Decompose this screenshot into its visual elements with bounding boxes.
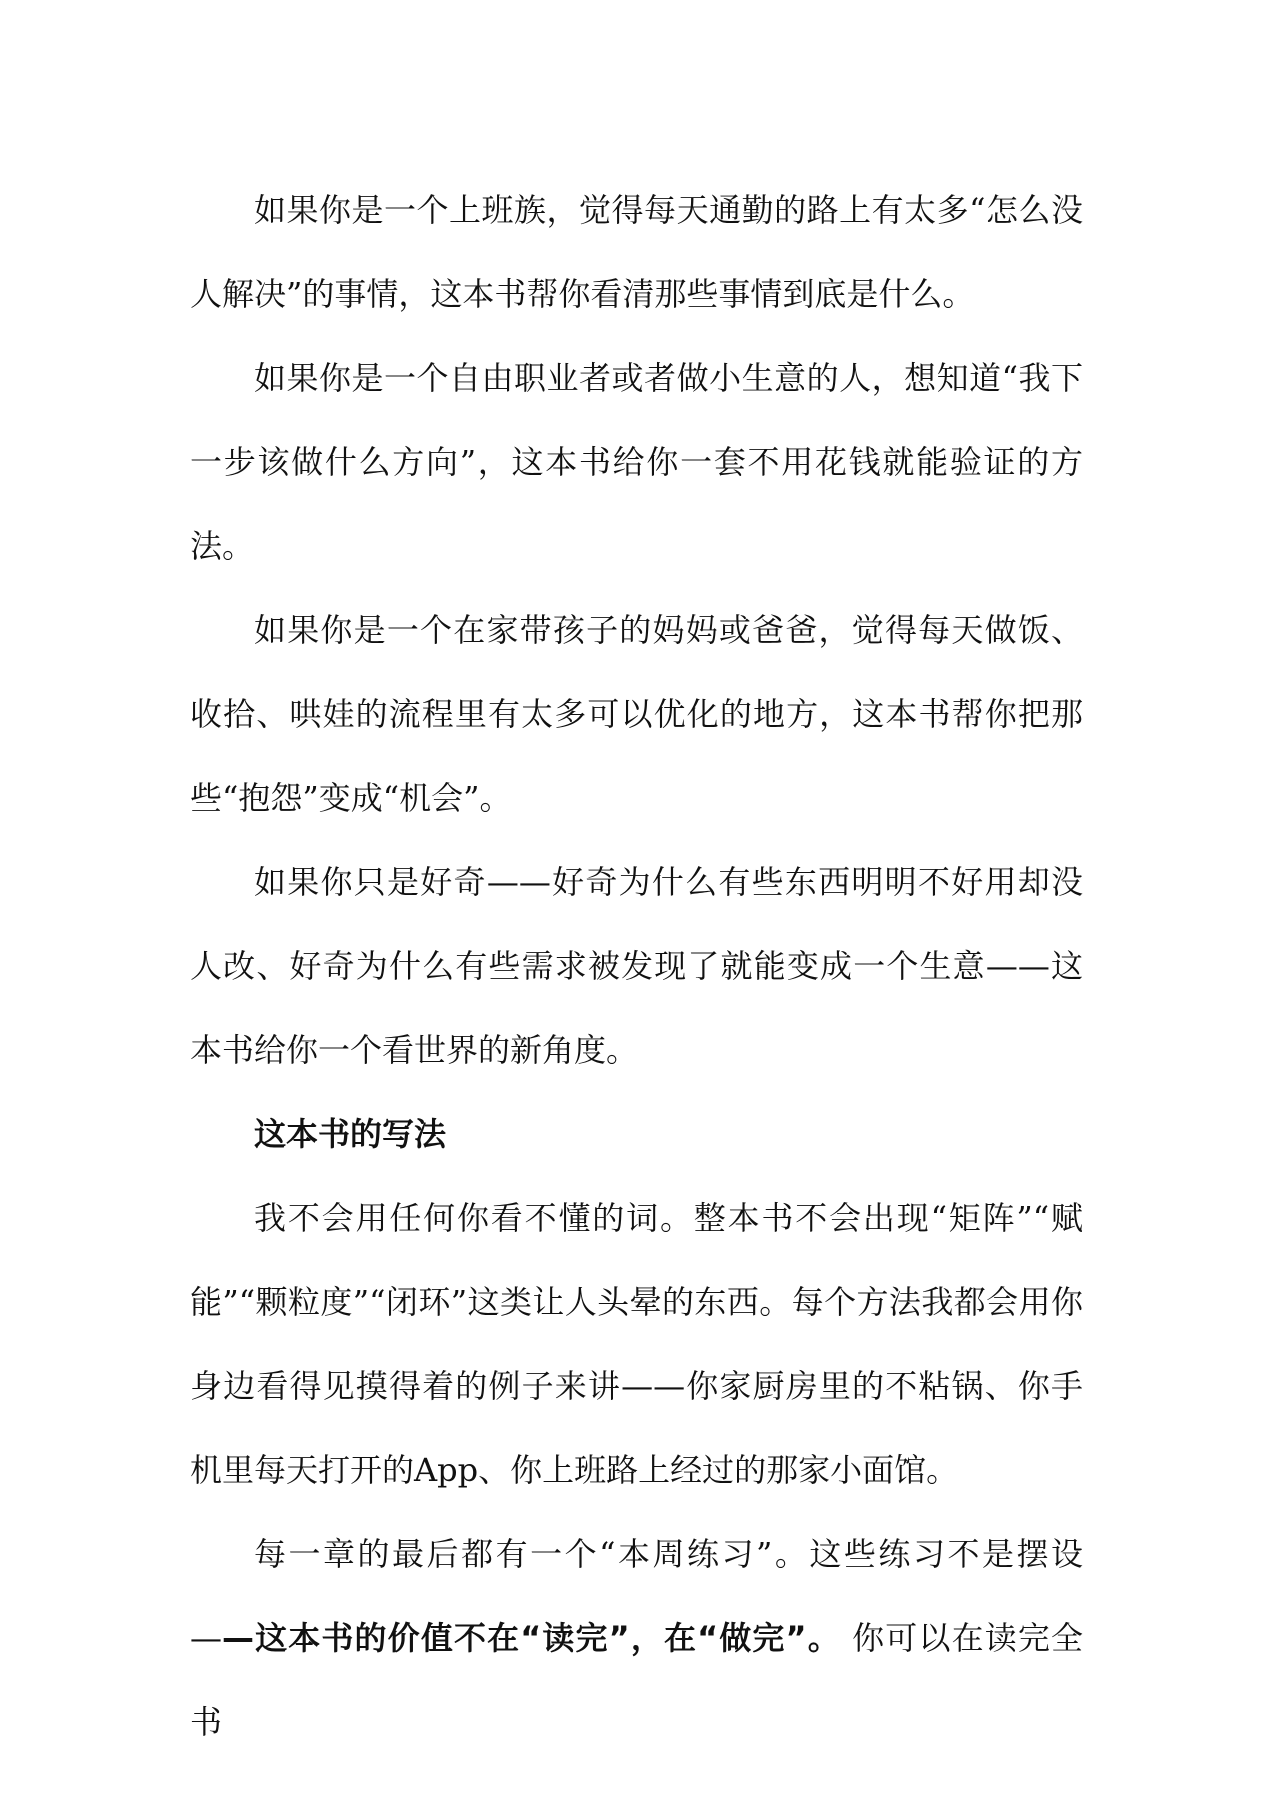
document-body	[190, 168, 1083, 1764]
paragraph-curious: 如果你只是好奇——好奇为什么有些东西明明不好用却没人改、好奇为什么有些需求被发现了就能变成一个生意——这本书给你一个看世界的新角度。	[190, 863, 1083, 1069]
paragraph-writing-style: 我不会用任何你看不懂的词。整本书不会出现“矩阵”“赋能”“颗粒度”“闭环”这类让人头晕的东西。每个方法我都会用你身边看得见摸得着的例子来讲——你家厨房里的不粘锅、你手机里每天打开的App、你上班路上经过的那家小面馆。	[190, 1199, 1083, 1489]
practice-bold-emphasis: —这本书的价值不在“读完”，在“做完”。	[222, 1619, 841, 1657]
section-heading: 这本书的写法	[254, 1115, 447, 1153]
practice-text-before: 每一章的最后都有一个“本周练习”。这些练习不是摆设—	[190, 1535, 1083, 1657]
practice-text-after: 你可以在读完全书	[190, 1619, 1083, 1741]
paragraph-parent: 如果你是一个在家带孩子的妈妈或爸爸，觉得每天做饭、收拾、哄娃的流程里有太多可以优化的地方，这本书帮你把那些“抱怨”变成“机会”。	[190, 611, 1083, 817]
paragraph-weekly-practice	[190, 1512, 1083, 1764]
paragraph-commuter: 如果你是一个上班族，觉得每天通勤的路上有太多“怎么没人解决”的事情，这本书帮你看清那些事情到底是什么。	[190, 191, 1083, 313]
paragraph-freelancer: 如果你是一个自由职业者或者做小生意的人，想知道“我下一步该做什么方向”，这本书给你一套不用花钱就能验证的方法。	[190, 359, 1083, 565]
